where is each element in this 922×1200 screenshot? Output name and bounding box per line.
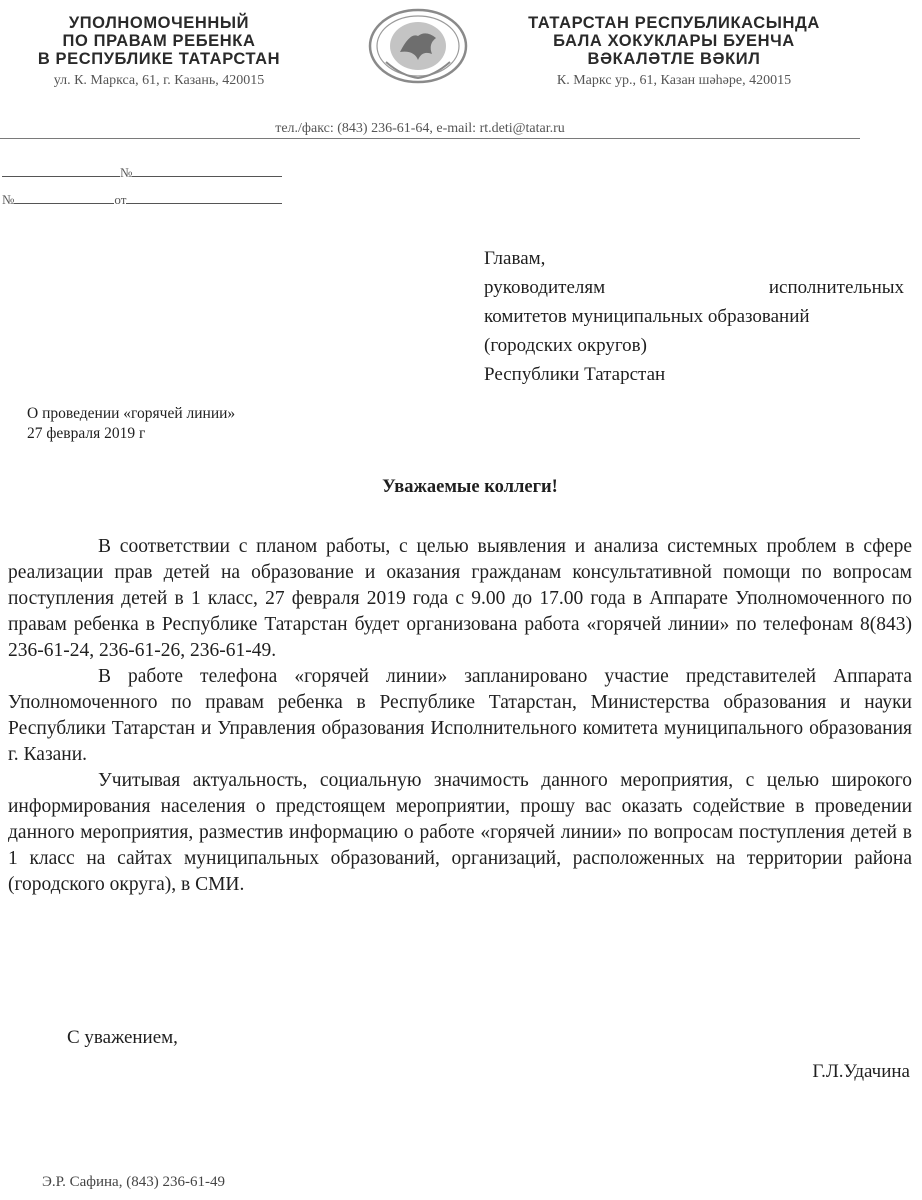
ref-date-blank	[126, 191, 282, 204]
body-paragraph-1: В соответствии с планом работы, с целью выявления и анализа системных проблем в сфере реализации прав детей на образование и оказания гражданам консультативной помощи по вопросам поступления детей в 1 класс, 27 февраля 2019 года с 9.00 до 17.00 года в Аппарате Уполномоченного по правам ребенка в Республике Татарстан будет организована работа «горячей линии» по телефонам 8(843) 236-61-24, 236-61-26, 236-61-49.	[8, 536, 912, 661]
org-name-tt-line3: ВӘКАЛӘТЛЕ ВӘКИЛ	[587, 50, 761, 68]
subject-date: 27 февраля 2019 г	[27, 425, 146, 442]
body-paragraph-3: Учитывая актуальность, социальную значимость данного мероприятия, с целью широкого информирования населения о предстоящем мероприятии, прошу вас оказать содействие в проведении данного мероприятия, разместив информацию о работе «горячей линии» по вопросам поступления детей в 1 класс на сайтах муниципальных образований, организаций, расположенных на территории района (городского округа), в СМИ.	[8, 770, 912, 895]
addressee-line: руководителям исполнительных	[484, 277, 904, 298]
org-name-tt-line1: ТАТАРСТАН РЕСПУБЛИКАСЫНДА	[528, 14, 820, 32]
addressee-line: комитетов муниципальных образований	[484, 306, 810, 327]
coat-of-arms-emblem	[366, 6, 470, 86]
ref-from-label: от	[114, 192, 127, 207]
letterhead-right	[484, 14, 864, 90]
ref-number-blank	[14, 191, 114, 204]
addressee-line: Республики Татарстан	[484, 364, 666, 385]
reference-number-line	[2, 191, 282, 208]
number-blank	[132, 164, 282, 177]
closing-phrase: С уважением,	[67, 1027, 178, 1048]
org-name-ru-line1: УПОЛНОМОЧЕННЫЙ	[68, 14, 250, 32]
org-name-ru-line3: В РЕСПУБЛИКЕ ТАТАРСТАН	[37, 50, 281, 68]
outgoing-number-line	[2, 164, 282, 181]
subject-block	[27, 404, 235, 444]
executor-contact: Э.Р. Сафина, (843) 236-61-49	[42, 1174, 225, 1190]
addressee-line: Главам,	[484, 248, 546, 269]
subject-title: О проведении «горячей линии»	[27, 405, 236, 422]
ref-number-label: №	[2, 192, 15, 207]
addressee-block	[484, 244, 904, 389]
letter-body	[8, 534, 912, 898]
org-name-ru-line2: ПО ПРАВАМ РЕБЕНКА	[62, 32, 256, 50]
number-label: №	[120, 165, 133, 180]
date-blank	[2, 164, 120, 177]
contact-line: тел./факс: (843) 236-61-64, e-mail: rt.deti@tatar.ru	[275, 121, 565, 136]
addressee-line: (городских округов)	[484, 335, 647, 356]
org-address-ru: ул. К. Маркса, 61, г. Казань, 420015	[53, 73, 265, 88]
header-divider	[0, 138, 860, 139]
org-address-tt: К. Маркс ур., 61, Казан шәһәре, 420015	[556, 73, 792, 88]
letterhead-left	[0, 14, 318, 90]
salutation: Уважаемые коллеги!	[382, 477, 558, 497]
org-name-tt-line2: БАЛА ХОКУКЛАРЫ БУЕНЧА	[553, 32, 795, 50]
signer-name: Г.Л.Удачина	[812, 1061, 910, 1082]
body-paragraph-2: В работе телефона «горячей линии» запланировано участие представителей Аппарата Уполномоченного по правам ребенка в Республике Татарстан, Министерства образования и науки Республики Татарстан и Управления образования Исполнительного комитета муниципального образования г. Казани.	[8, 666, 912, 765]
